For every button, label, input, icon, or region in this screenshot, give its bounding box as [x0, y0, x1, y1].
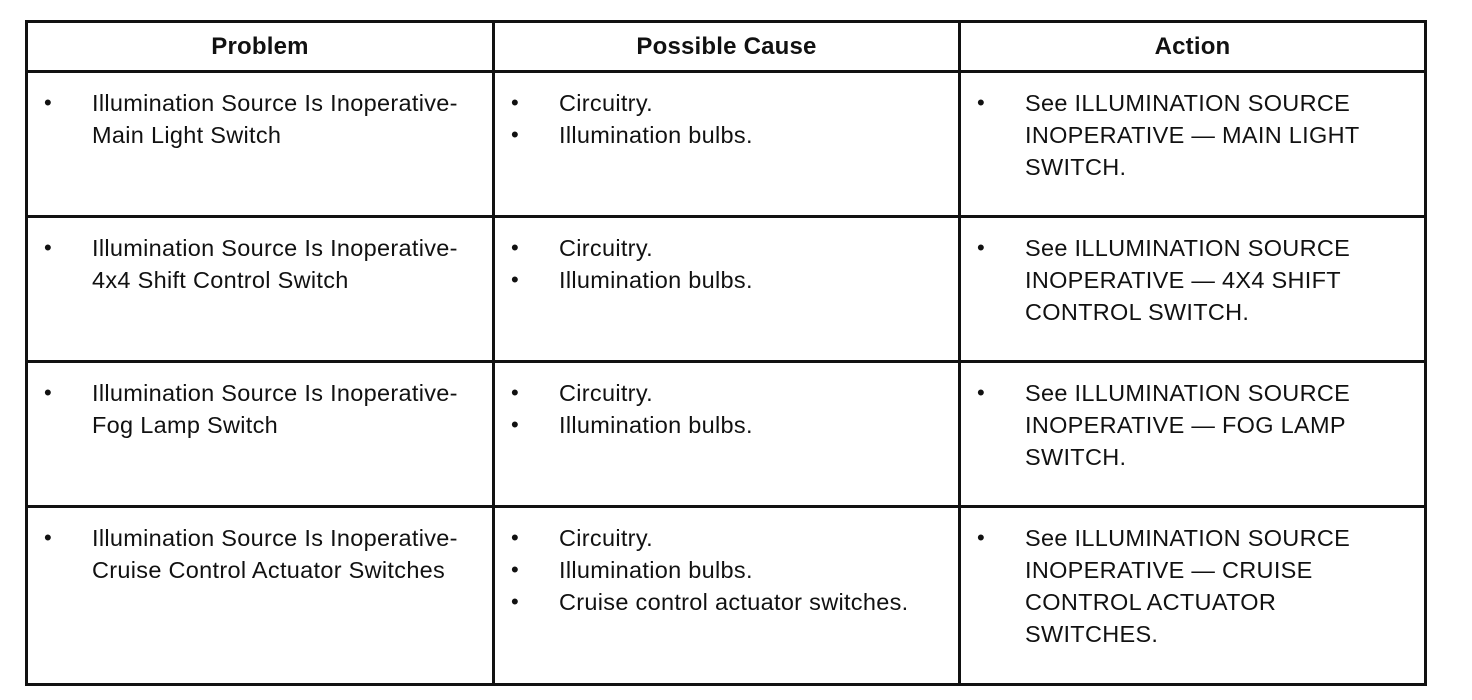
header-problem: Problem	[27, 22, 494, 72]
bullet-icon: •	[511, 589, 520, 614]
list-item	[961, 377, 1414, 473]
list-item	[28, 87, 482, 151]
cause-text: Circuitry.	[559, 525, 653, 551]
list-item	[28, 232, 482, 296]
action-cell	[960, 217, 1426, 362]
problem-text: Illumination Source Is Inoperative-4x4 Shift Control Switch	[92, 235, 458, 293]
header-action: Action	[960, 22, 1426, 72]
bullet-icon: •	[977, 90, 986, 115]
list-item	[495, 377, 948, 409]
cause-text: Illumination bulbs.	[559, 122, 753, 148]
table-row	[27, 72, 1426, 217]
list-item	[495, 586, 948, 618]
problem-text: Illumination Source Is Inoperative-Main Light Switch	[92, 90, 458, 148]
bullet-icon: •	[511, 122, 520, 147]
list-item	[495, 119, 948, 151]
bullet-icon: •	[511, 412, 520, 437]
action-cell	[960, 362, 1426, 507]
problem-cell	[27, 72, 494, 217]
bullet-icon: •	[977, 525, 986, 550]
list-item	[495, 522, 948, 554]
header-row	[27, 22, 1426, 72]
list-item	[495, 409, 948, 441]
bullet-icon: •	[44, 235, 53, 260]
cause-cell	[494, 362, 960, 507]
list-item	[28, 377, 482, 441]
bullet-icon: •	[511, 557, 520, 582]
bullet-icon: •	[44, 525, 53, 550]
action-text: See ILLUMINATION SOURCE INOPERATIVE — FOG LAMP SWITCH.	[1025, 380, 1351, 470]
bullet-icon: •	[511, 380, 520, 405]
list-item	[495, 554, 948, 586]
problem-text: Illumination Source Is Inoperative-Cruise Control Actuator Switches	[92, 525, 458, 583]
cause-text: Circuitry.	[559, 380, 653, 406]
cause-text: Illumination bulbs.	[559, 267, 753, 293]
bullet-icon: •	[511, 235, 520, 260]
cause-cell	[494, 507, 960, 685]
list-item	[495, 232, 948, 264]
action-text: See ILLUMINATION SOURCE INOPERATIVE — 4X4 SHIFT CONTROL SWITCH.	[1025, 235, 1351, 325]
action-cell	[960, 72, 1426, 217]
bullet-icon: •	[44, 90, 53, 115]
list-item	[961, 232, 1414, 328]
cause-text: Circuitry.	[559, 90, 653, 116]
problem-text: Illumination Source Is Inoperative-Fog Lamp Switch	[92, 380, 458, 438]
cause-text: Illumination bulbs.	[559, 412, 753, 438]
cause-text: Cruise control actuator switches.	[559, 589, 909, 615]
action-text: See ILLUMINATION SOURCE INOPERATIVE — CRUISE CONTROL ACTUATOR SWITCHES.	[1025, 525, 1351, 647]
table-row	[27, 362, 1426, 507]
action-text: See ILLUMINATION SOURCE INOPERATIVE — MAIN LIGHT SWITCH.	[1025, 90, 1360, 180]
bullet-icon: •	[511, 525, 520, 550]
problem-cell	[27, 362, 494, 507]
cause-text: Illumination bulbs.	[559, 557, 753, 583]
problem-cell	[27, 217, 494, 362]
diagnosis-table	[25, 20, 1427, 686]
list-item	[961, 522, 1414, 650]
cause-text: Circuitry.	[559, 235, 653, 261]
cause-cell	[494, 72, 960, 217]
table-row	[27, 217, 1426, 362]
list-item	[495, 264, 948, 296]
list-item	[961, 87, 1414, 183]
cause-cell	[494, 217, 960, 362]
header-possible-cause: Possible Cause	[494, 22, 960, 72]
bullet-icon: •	[44, 380, 53, 405]
list-item	[28, 522, 482, 586]
problem-cell	[27, 507, 494, 685]
table-row	[27, 507, 1426, 685]
list-item	[495, 87, 948, 119]
bullet-icon: •	[511, 267, 520, 292]
bullet-icon: •	[977, 235, 986, 260]
bullet-icon: •	[977, 380, 986, 405]
action-cell	[960, 507, 1426, 685]
bullet-icon: •	[511, 90, 520, 115]
